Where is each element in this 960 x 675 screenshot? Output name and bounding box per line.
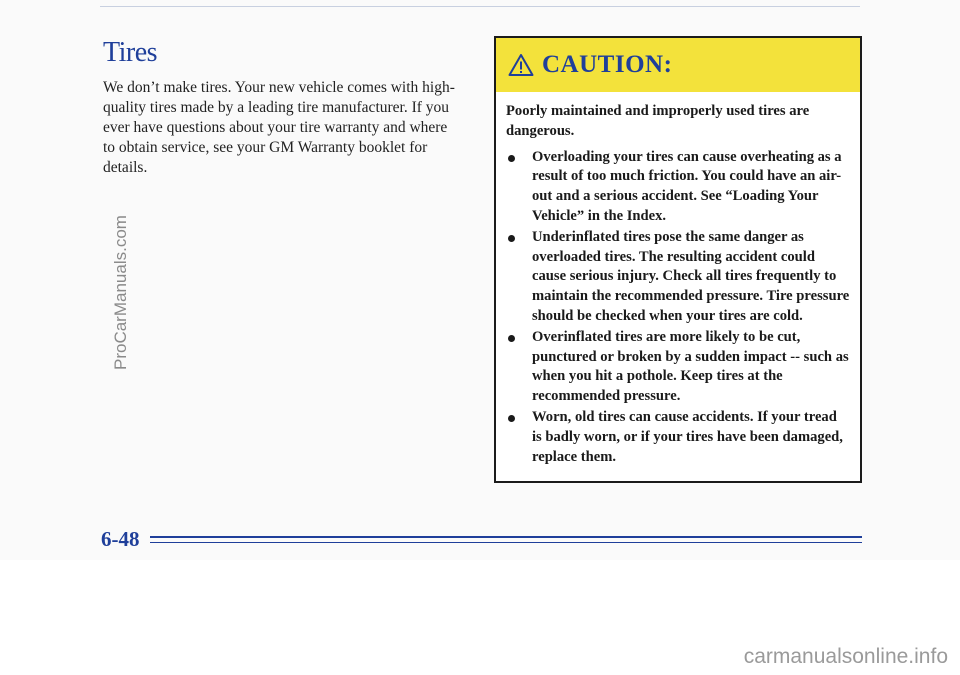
caution-header <box>496 38 860 92</box>
bullet-icon <box>508 335 515 342</box>
list-item-text: Underinflated tires pose the same danger as overloaded tires. The resulting accident could cause serious injury. Check all tires frequently to maintain the recommended pressure. Tire pressure should be checked when your tires are cold. <box>532 228 850 324</box>
bullet-icon <box>508 155 515 162</box>
caution-body <box>496 92 860 467</box>
list-item <box>506 148 850 227</box>
left-column <box>103 38 463 178</box>
list-item-text: Worn, old tires can cause accidents. If your tread is badly worn, or if your tires have been damaged, replace them. <box>532 408 843 465</box>
section-title: Tires <box>103 37 158 68</box>
top-rule <box>100 6 860 7</box>
list-item <box>506 328 850 407</box>
caution-list <box>506 148 850 468</box>
list-item <box>506 228 850 327</box>
caution-box <box>494 36 862 483</box>
list-item <box>506 408 850 467</box>
intro-paragraph: We don’t make tires. Your new vehicle comes with high-quality tires made by a leading tire manufacturer. If you ever have questions about your tire warranty and where to obtain service, see your GM Warranty booklet for details. <box>103 79 455 176</box>
list-item-text: Overinflated tires are more likely to be cut, punctured or broken by a sudden impact -- such as when you hit a pothole. Keep tires at the recommended pressure. <box>532 328 849 405</box>
footer-rule <box>150 536 862 538</box>
bottom-watermark: carmanualsonline.info <box>743 645 948 668</box>
list-item-text: Overloading your tires can cause overheating as a result of too much friction. You could have an air-out and a serious accident. See “Loading Your Vehicle” in the Index. <box>532 148 842 224</box>
page-number: 6-48 <box>101 527 140 551</box>
caution-label: CAUTION: <box>542 51 673 78</box>
warning-triangle-icon <box>508 53 534 77</box>
side-watermark: ProCarManuals.com <box>111 215 130 370</box>
bullet-icon <box>508 415 515 422</box>
caution-lead: Poorly maintained and improperly used tires are dangerous. <box>506 103 810 139</box>
footer-rule-thin <box>150 542 862 543</box>
bullet-icon <box>508 235 515 242</box>
